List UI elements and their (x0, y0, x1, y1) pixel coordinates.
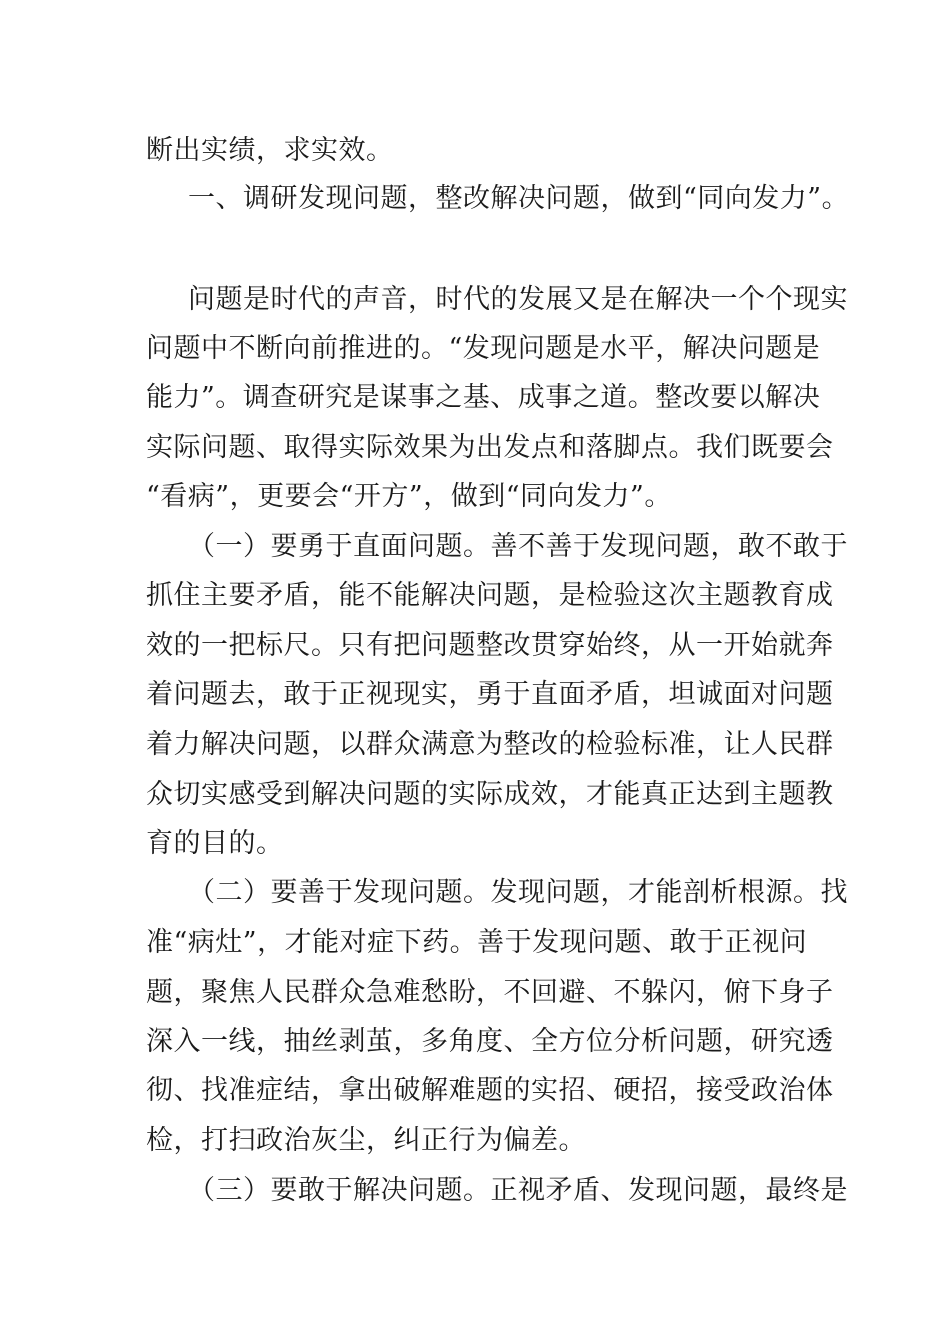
text-line: 问题是时代的声音，时代的发展又是在解决一个个现实 (188, 284, 848, 315)
subheading-2: （二）要善于发现问题。发现问题，才能剖析根源。找 (188, 877, 848, 908)
text-line: 能力”。调查研究是谋事之基、成事之道。整改要以解决 (146, 382, 821, 413)
text-line: 抓住主要矛盾，能不能解决问题，是检验这次主题教育成 (146, 580, 834, 611)
text-line: 深入一线，抽丝剥茧，多角度、全方位分析问题，研究透 (146, 1026, 834, 1057)
text-line: 育的目的。 (146, 828, 284, 859)
text-line: 检，打扫政治灰尘，纠正行为偏差。 (146, 1125, 586, 1156)
text-line: 着力解决问题，以群众满意为整改的检验标准，让人民群 (146, 729, 834, 760)
text-line: 着问题去，敢于正视现实，勇于直面矛盾，坦诚面对问题 (146, 679, 834, 710)
text-line: 准“病灶”，才能对症下药。善于发现问题、敢于正视问 (146, 927, 808, 958)
text-line: 众切实感受到解决问题的实际成效，才能真正达到主题教 (146, 779, 834, 810)
text-line: 断出实绩，求实效。 (146, 135, 394, 166)
text-line: “看病”，更要会“开方”，做到“同向发力”。 (146, 481, 672, 512)
subheading-1: （一）要勇于直面问题。善不善于发现问题，敢不敢于 (188, 531, 848, 562)
text-line: 问题中不断向前推进的。“发现问题是水平，解决问题是 (146, 333, 821, 364)
section-heading: 一、调研发现问题，整改解决问题，做到“同向发力”。 (188, 183, 850, 214)
text-line: 实际问题、取得实际效果为出发点和落脚点。我们既要会 (146, 432, 834, 463)
text-line: 题，聚焦人民群众急难愁盼，不回避、不躲闪，俯下身子 (146, 977, 834, 1008)
subheading-3: （三）要敢于解决问题。正视矛盾、发现问题，最终是 (188, 1175, 848, 1206)
text-line: 效的一把标尺。只有把问题整改贯穿始终，从一开始就奔 (146, 630, 834, 661)
text-line: 彻、找准症结，拿出破解难题的实招、硬招，接受政治体 (146, 1075, 834, 1106)
